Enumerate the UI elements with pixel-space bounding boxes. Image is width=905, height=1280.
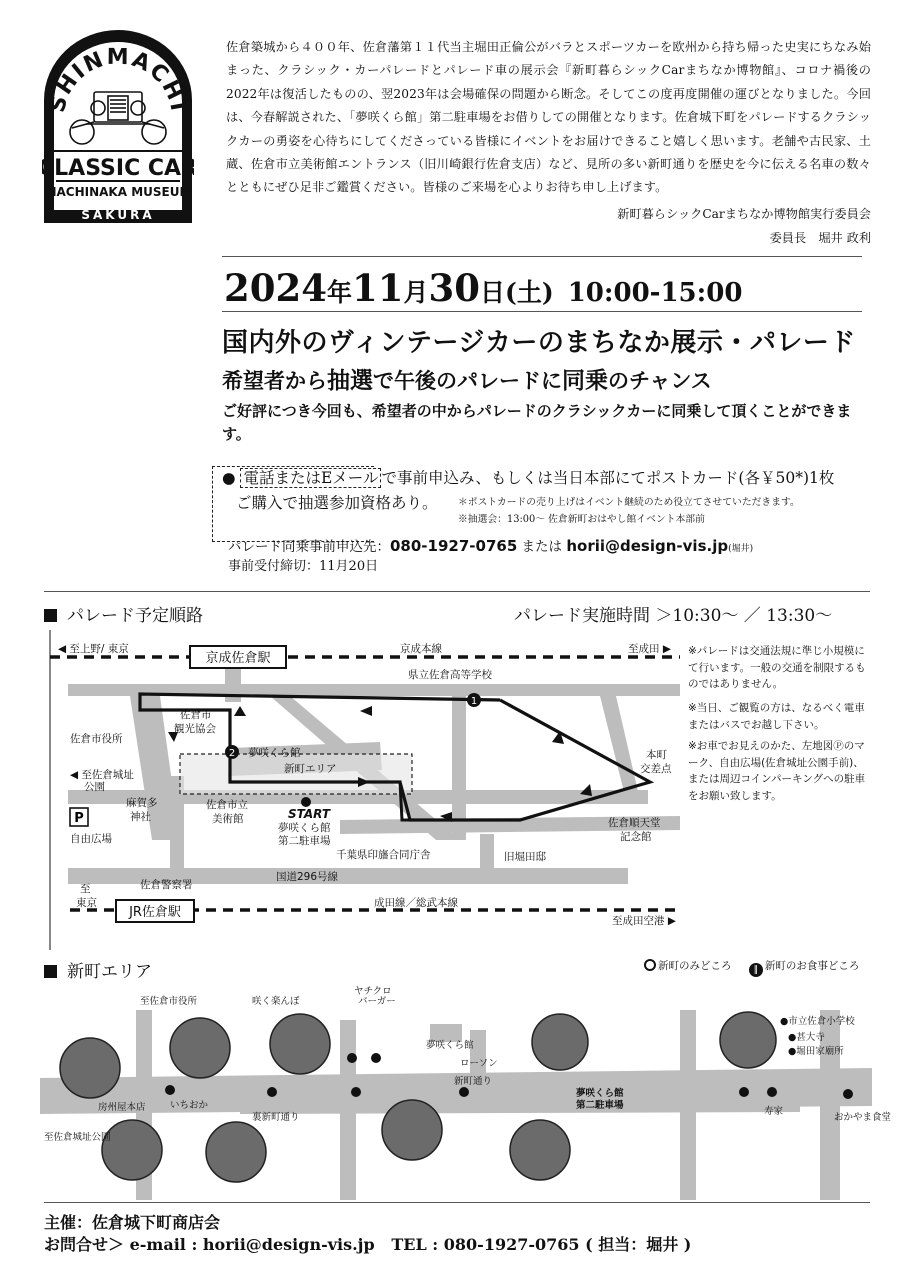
- sights-icon: [644, 959, 656, 971]
- photo-kyuuitsui: [532, 1014, 588, 1070]
- juntendo-label: 佐倉順天堂: [608, 817, 661, 829]
- event-time: 10:00-15:00: [567, 278, 743, 308]
- yachikuro-label: ヤチクロ: [354, 986, 392, 997]
- route-note-3: ※お車でお見えのかた、左地図Ⓟのマーク、自由広場(佐倉城址公園手前)、または周辺コインパーキングへの駐車をお願い致します。: [688, 740, 866, 802]
- photo-jinbo: [720, 1012, 776, 1068]
- parade-route-map: [40, 630, 680, 930]
- to-narita-label: 至成田 ▶: [628, 643, 671, 655]
- parking2-label: 夢咲くら館: [576, 1088, 624, 1099]
- to-narita-airport-label: 至成田空港 ▶: [612, 915, 676, 927]
- parade-time: パレード実施時間 ＞10:30～ ／ 13:30～: [514, 606, 833, 626]
- shinmachi-area-label: 新町エリア: [284, 763, 337, 775]
- photo-kyodo-ido: [510, 1120, 570, 1180]
- inquiry: お問合せ＞ e-mail : horii@design-vis.jp TEL : 080-1927-0765 ( 担当：堀井 ): [44, 1235, 692, 1254]
- keisei-line-label: 京成本線: [400, 643, 442, 655]
- logo-line3: SAKURA: [81, 208, 155, 222]
- uramachi-label: 裏新町通り: [252, 1112, 300, 1123]
- inquiry-tel[interactable]: TEL : 080-1927-0765: [391, 1235, 580, 1254]
- apply-deadline: 事前受付締切：11月20日: [228, 559, 379, 574]
- high-school-label: 県立佐倉高等学校: [408, 669, 492, 681]
- chiba-printing-label: 千葉県印旛合同庁舎: [336, 849, 431, 861]
- signature-name: 委員長 堀井 政利: [769, 231, 871, 245]
- headline-lottery: 希望者から抽選で午後のパレードに同乗のチャンス: [222, 367, 712, 394]
- to-castle-label: 至佐倉城址公園: [44, 1132, 111, 1143]
- apply-method: ● 電話またはEメール で事前申込み、もしくは当日本部にてポストカード(各￥50*)1枚: [222, 469, 835, 487]
- svg-text:公園: 公園: [84, 781, 105, 793]
- city-hall-label: 佐倉市役所: [70, 733, 123, 745]
- shinmachi-dori-label: 新町通り: [454, 1076, 493, 1087]
- lottery-description: ご好評につき今回も、希望者の中からパレードのクラシックカーに同乗して頂くことができます。: [222, 402, 852, 443]
- tourism-label: 佐倉市: [180, 709, 212, 721]
- jiyu-hiroba-label: 自由広場: [70, 833, 112, 845]
- jr-line-label: 成田線／総武本線: [374, 897, 458, 909]
- jinbo-label: ●甚大寺: [788, 1032, 825, 1043]
- mareta-label: 麻賀多: [126, 797, 158, 809]
- to-tokyo-label: 至: [80, 883, 91, 895]
- elementary-label: ●市立佐倉小学校: [780, 1016, 855, 1027]
- ichioka-label: いちおか: [170, 1100, 209, 1111]
- organizer: 主催：佐倉城下町商店会: [44, 1213, 221, 1232]
- castle-park-label: ◀ 至佐倉城址: [70, 769, 134, 781]
- postcard-note: ＊ポストカードの売り上げはイベント継続のため役立てさせていただきます。: [458, 497, 800, 508]
- logo-arc-text: SHINMACHI: [45, 44, 191, 115]
- photo-art-museum: [382, 1100, 442, 1160]
- headline-exhibition: 国内外のヴィンテージカーのまちなか展示・パレード: [222, 328, 856, 358]
- route-note-1: ※パレードは交通法規に準じ小規模にて行います。一般の交通を制限するものではありません。: [688, 645, 866, 690]
- photo-yasumoto: [206, 1122, 266, 1182]
- signature-org: 新町暮らシックCarまちなか博物館実行委員会: [617, 207, 871, 221]
- route-note-2: ※当日、ご観覧の方は、なるべく電車またはバスでお越し下さい。: [688, 702, 865, 731]
- parking-icon: P: [74, 811, 84, 826]
- event-logo: [42, 30, 194, 225]
- yumesakura-small-label: 夢咲くら館: [426, 1040, 474, 1051]
- police-label: 佐倉警察署: [140, 879, 193, 891]
- svg-text:神社: 神社: [130, 811, 151, 823]
- shinmachi-section-title: 新町エリア: [44, 957, 152, 982]
- divider: [44, 1202, 870, 1203]
- logo-line1: CLASSIC CAR: [42, 156, 194, 181]
- hotta-grave-label: ●堀田家廟所: [788, 1046, 844, 1057]
- shinmachi-area-map: [40, 980, 892, 1202]
- sakuranbo-label: 咲く楽んぼ: [252, 996, 300, 1007]
- yumesakura-label: 夢咲くら館: [248, 747, 301, 759]
- to-ueno-label: ◀ 至上野/ 東京: [58, 643, 129, 655]
- divider: [222, 311, 862, 312]
- logo-line2: MACHINAKA MUSEUM: [44, 185, 192, 199]
- route-section-title: パレード予定順路: [44, 601, 203, 626]
- lawson-label: ローソン: [460, 1058, 498, 1069]
- okayama-label: おかやま食堂: [834, 1112, 892, 1123]
- start-label: START: [288, 807, 331, 821]
- keisei-sakura-station: 京成佐倉駅: [205, 651, 271, 666]
- intro-paragraph: 佐倉築城から４００年、佐倉藩第１１代当主堀田正倫公がバラとスポーツカーを欧州から持ち帰った史実にちなみ始まった、クラシック・カーパレードとパレード車の展示会『新町暮らシックCarまちなか博物館』、コロナ禍後の2022年は復活したものの、翌2023年は会場確保の問題から断念。そしてこの度再度開催の運びとなりました。今回は、今春解説された、「夢咲くら館」第二駐車場をお借りしての開催となります。佐倉城下町をパレードするクラシックカーの勇姿を心待ちにしてくださっている皆様にイベントをお届けできること嬉しく思います。老舗や古民家、土蔵、佐倉市立美術館エントランス（旧川崎銀行佐倉支店）など、見所の多い新町通りを歴史を今に伝える名車の数々とともにぜひ足非ご鑑賞ください。皆様のご来場を心よりお待ち申し上げます。: [226, 40, 871, 195]
- divider: [222, 256, 862, 257]
- honmachi-label: 本町: [646, 749, 667, 761]
- jr-sakura-station: JR佐倉駅: [129, 905, 181, 920]
- fusahon-label: 房州屋本店: [98, 1102, 146, 1113]
- svg-text:東京: 東京: [76, 897, 97, 909]
- apply-qualification: ご購入で抽選参加資格あり。: [236, 494, 438, 512]
- contact-email[interactable]: horii@design-vis.jp: [566, 537, 729, 555]
- svg-text:第二駐車場: 第二駐車場: [576, 1100, 624, 1111]
- photo-kawasaki: [102, 1120, 162, 1180]
- lottery-time-note: ※抽選会：13:00～ 佐倉新町おはやし館イベント本部前: [458, 514, 705, 525]
- to-city-hall-label: 至佐倉市役所: [140, 996, 198, 1007]
- kotobuki-label: 寿家: [764, 1106, 784, 1117]
- art-museum-label: 佐倉市立: [206, 799, 248, 811]
- svg-text:記念館: 記念館: [620, 831, 652, 843]
- svg-text:第二駐車場: 第二駐車場: [278, 835, 331, 847]
- route-point-1: 1: [470, 696, 478, 707]
- svg-text:交差点: 交差点: [640, 763, 672, 775]
- event-date: 2024年11月30日(土) 10:00-15:00: [224, 266, 743, 310]
- route-point-2: 2: [228, 748, 236, 759]
- photo-heirloom: [170, 1018, 230, 1078]
- apply-contact: パレード同乗事前申込先：080-1927-0765 または horii@design-vis.jp(堀井): [228, 537, 754, 555]
- old-hotta-label: 旧堀田邸: [504, 851, 546, 863]
- photo-sake: [270, 1014, 330, 1074]
- svg-text:美術館: 美術館: [212, 813, 244, 825]
- inquiry-email[interactable]: e-mail : horii@design-vis.jp: [129, 1235, 375, 1254]
- fork-knife-icon: ‖: [749, 963, 763, 977]
- svg-text:観光協会: 観光協会: [174, 723, 216, 735]
- divider: [44, 591, 870, 592]
- svg-text:バーガー: バーガー: [358, 996, 396, 1007]
- route296-label: 国道296号線: [276, 871, 339, 883]
- map-legend: 新町のみどころ ‖ 新町のお食事どころ: [644, 958, 859, 977]
- photo-mareta: [60, 1038, 120, 1098]
- start-place-label: 夢咲くら館: [278, 822, 331, 834]
- contact-phone[interactable]: 080-1927-0765: [390, 537, 518, 555]
